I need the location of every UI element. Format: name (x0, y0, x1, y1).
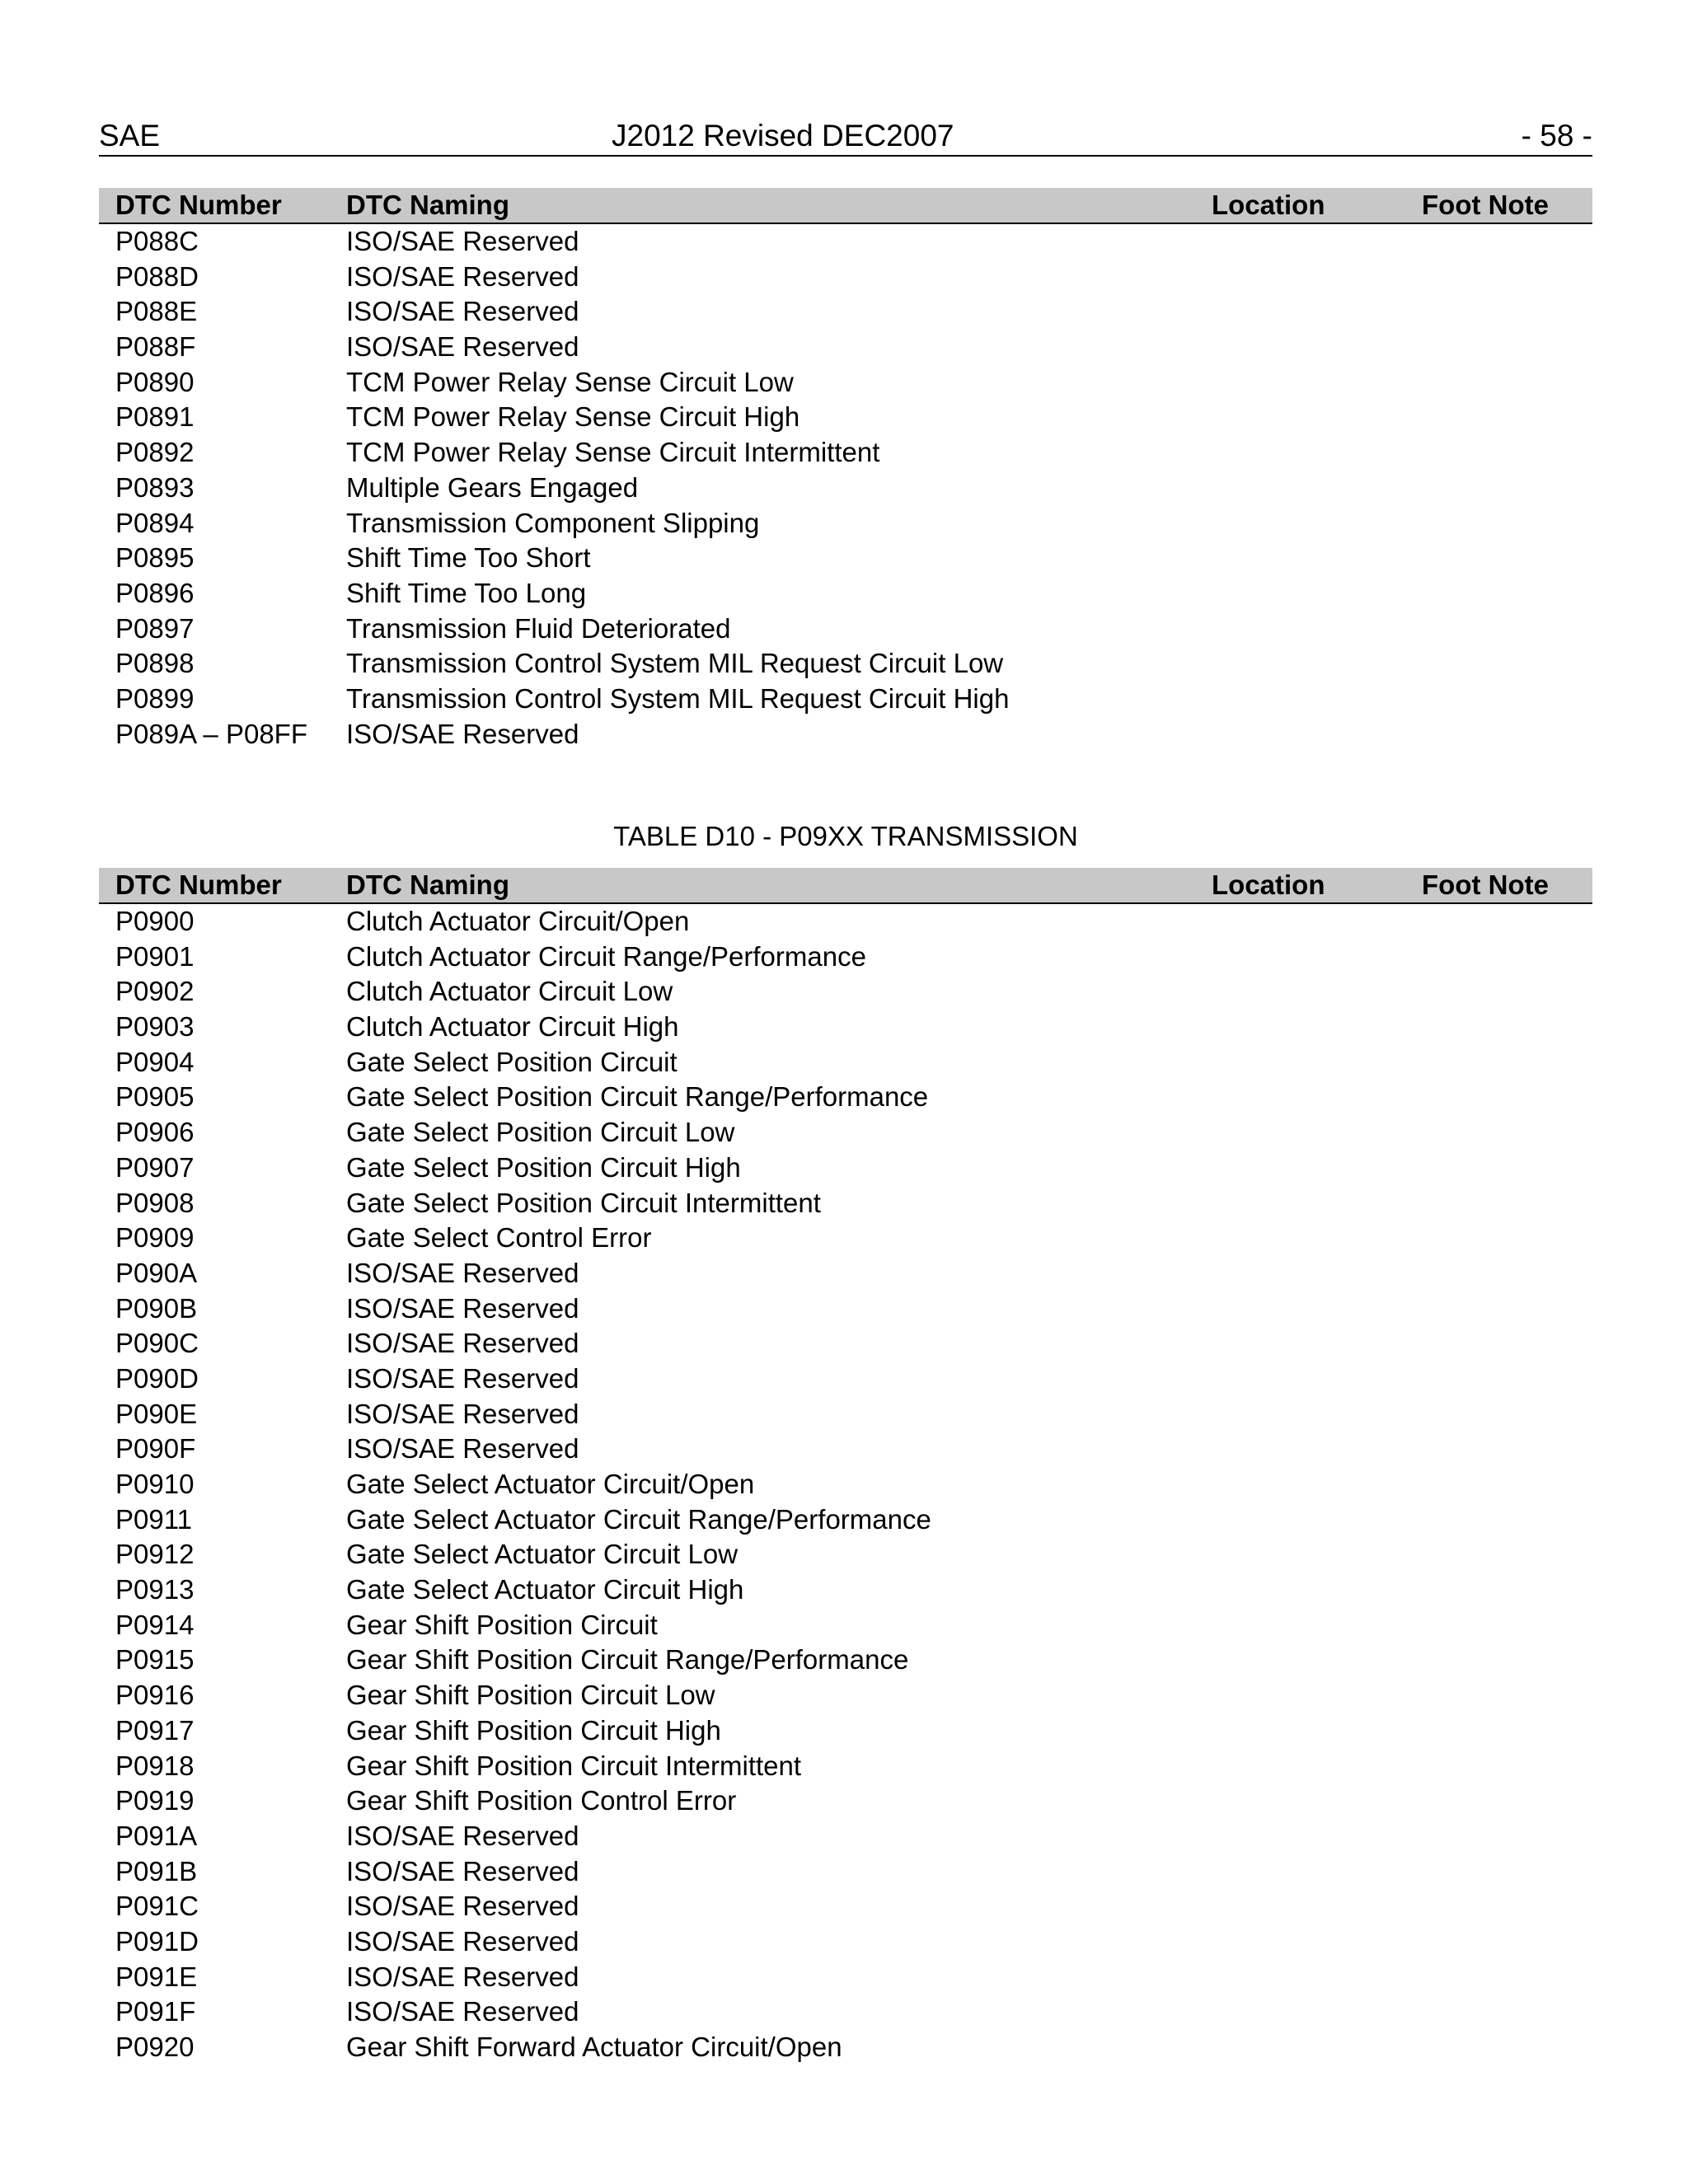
table-row (99, 1678, 1592, 1713)
dtc-number-cell: P0896 (115, 577, 195, 608)
column-header-foot-note: Foot Note (1422, 869, 1549, 900)
table-row (99, 294, 1592, 330)
column-header-location: Location (1212, 190, 1325, 220)
table-row (99, 1221, 1592, 1256)
dtc-number-cell: P0916 (115, 1680, 195, 1711)
dtc-number-cell: P0913 (115, 1574, 195, 1605)
table-row (99, 1819, 1592, 1854)
table-row (99, 1889, 1592, 1924)
table-row (99, 1467, 1592, 1502)
dtc-number-cell: P0902 (115, 976, 195, 1007)
dtc-naming-cell: Multiple Gears Engaged (346, 471, 639, 503)
dtc-number-cell: P0894 (115, 507, 195, 538)
table-header-row (99, 868, 1592, 904)
dtc-naming-cell: ISO/SAE Reserved (346, 1292, 579, 1324)
table-row (99, 1783, 1592, 1819)
dtc-naming-cell: Transmission Fluid Deteriorated (346, 612, 731, 644)
dtc-number-cell: P0914 (115, 1609, 195, 1640)
dtc-naming-cell: Transmission Control System MIL Request Circuit High (346, 682, 1010, 714)
dtc-naming-cell: Transmission Component Slipping (346, 507, 760, 538)
table-row (99, 1291, 1592, 1327)
dtc-number-cell: P091F (115, 1996, 196, 2027)
dtc-naming-cell: Gate Select Position Circuit High (346, 1151, 741, 1183)
dtc-naming-cell: Clutch Actuator Circuit/Open (346, 906, 690, 936)
column-header-dtc-number: DTC Number (115, 869, 282, 900)
dtc-table-p08xx (99, 188, 1592, 752)
table-row (99, 1713, 1592, 1749)
dtc-naming-cell: Gate Select Actuator Circuit Range/Performance (346, 1503, 931, 1535)
dtc-naming-cell: Gate Select Position Circuit Range/Performance (346, 1081, 929, 1113)
table-row (99, 1186, 1592, 1221)
table-row (99, 260, 1592, 295)
table-row (99, 435, 1592, 471)
dtc-naming-cell: Gear Shift Position Circuit Low (346, 1680, 715, 1711)
dtc-naming-cell: TCM Power Relay Sense Circuit High (346, 401, 800, 433)
dtc-number-cell: P090F (115, 1433, 196, 1465)
dtc-naming-cell: ISO/SAE Reserved (346, 718, 579, 749)
dtc-number-cell: P0908 (115, 1187, 195, 1218)
dtc-number-cell: P0910 (115, 1469, 195, 1499)
dtc-number-cell: P0890 (115, 366, 195, 397)
dtc-naming-cell: Shift Time Too Short (346, 542, 591, 574)
table-row (99, 1960, 1592, 1995)
dtc-naming-cell: Transmission Control System MIL Request Circuit Low (346, 648, 1004, 679)
dtc-naming-cell: Gate Select Actuator Circuit/Open (346, 1469, 755, 1499)
dtc-naming-cell: Clutch Actuator Circuit High (346, 1011, 679, 1043)
dtc-number-cell: P090B (115, 1292, 198, 1324)
table-row (99, 1361, 1592, 1397)
dtc-naming-cell: TCM Power Relay Sense Circuit Intermittent (346, 437, 880, 468)
table-row (99, 1572, 1592, 1608)
page-header (99, 117, 1592, 157)
dtc-number-cell: P0906 (115, 1117, 195, 1148)
dtc-number-cell: P091D (115, 1925, 199, 1957)
dtc-naming-cell: Gear Shift Position Circuit Range/Performance (346, 1644, 909, 1675)
dtc-number-cell: P0893 (115, 471, 195, 503)
dtc-number-cell: P088C (115, 226, 199, 256)
dtc-number-cell: P0907 (115, 1151, 195, 1183)
dtc-number-cell: P0911 (115, 1503, 192, 1535)
dtc-naming-cell: Gate Select Actuator Circuit Low (346, 1539, 738, 1570)
dtc-naming-cell: Gate Select Actuator Circuit High (346, 1574, 744, 1605)
table-row (99, 717, 1592, 752)
dtc-number-cell: P0900 (115, 906, 195, 936)
dtc-number-cell: P090D (115, 1362, 199, 1394)
table-row (99, 1045, 1592, 1080)
dtc-table-p09xx (99, 868, 1592, 2065)
dtc-naming-cell: ISO/SAE Reserved (346, 1362, 579, 1394)
table-row (99, 365, 1592, 401)
dtc-number-cell: P089A – P08FF (115, 718, 307, 749)
column-header-dtc-naming: DTC Naming (346, 190, 509, 220)
column-header-location: Location (1212, 869, 1325, 900)
table-row (99, 1256, 1592, 1291)
table-row (99, 1502, 1592, 1538)
dtc-number-cell: P0899 (115, 682, 195, 714)
table-row (99, 2030, 1592, 2065)
dtc-number-cell: P0901 (115, 940, 195, 972)
dtc-naming-cell: ISO/SAE Reserved (346, 1961, 579, 1992)
dtc-naming-cell: ISO/SAE Reserved (346, 331, 579, 363)
dtc-naming-cell: ISO/SAE Reserved (346, 1328, 579, 1359)
dtc-number-cell: P088E (115, 296, 198, 327)
dtc-number-cell: P091B (115, 1855, 198, 1886)
dtc-number-cell: P0920 (115, 2032, 195, 2062)
dtc-number-cell: P0898 (115, 648, 195, 679)
table-row (99, 1643, 1592, 1678)
dtc-naming-cell: Gear Shift Forward Actuator Circuit/Open (346, 2032, 842, 2062)
dtc-number-cell: P0903 (115, 1011, 195, 1043)
dtc-naming-cell: ISO/SAE Reserved (346, 1398, 579, 1429)
dtc-naming-cell: Gear Shift Position Circuit High (346, 1714, 721, 1746)
dtc-number-cell: P0915 (115, 1644, 195, 1675)
dtc-naming-cell: ISO/SAE Reserved (346, 1820, 579, 1851)
dtc-number-cell: P0891 (115, 401, 195, 433)
table-row (99, 541, 1592, 576)
dtc-naming-cell: ISO/SAE Reserved (346, 1891, 579, 1922)
dtc-naming-cell: Gear Shift Position Circuit (346, 1609, 658, 1640)
table-row (99, 1397, 1592, 1432)
dtc-number-cell: P091C (115, 1891, 199, 1922)
table-row (99, 612, 1592, 647)
table-body (99, 904, 1592, 2065)
column-header-dtc-naming: DTC Naming (346, 869, 509, 900)
table-row (99, 1994, 1592, 2030)
dtc-number-cell: P091A (115, 1820, 198, 1851)
dtc-number-cell: P0905 (115, 1081, 195, 1113)
dtc-number-cell: P088D (115, 260, 199, 292)
dtc-naming-cell: ISO/SAE Reserved (346, 1257, 579, 1288)
table-header-row (99, 188, 1592, 224)
dtc-number-cell: P090C (115, 1328, 199, 1359)
table-row (99, 904, 1592, 940)
table-row (99, 1537, 1592, 1572)
dtc-naming-cell: ISO/SAE Reserved (346, 1855, 579, 1886)
dtc-number-cell: P088F (115, 331, 196, 363)
dtc-naming-cell: Gate Select Position Circuit (346, 1046, 678, 1077)
dtc-number-cell: P0892 (115, 437, 195, 468)
table-row (99, 1080, 1592, 1115)
dtc-naming-cell: ISO/SAE Reserved (346, 296, 579, 327)
dtc-number-cell: P090A (115, 1257, 198, 1288)
dtc-naming-cell: ISO/SAE Reserved (346, 1996, 579, 2027)
dtc-number-cell: P0909 (115, 1222, 195, 1254)
table-row (99, 506, 1592, 541)
dtc-naming-cell: Clutch Actuator Circuit Range/Performance (346, 940, 866, 972)
table-row (99, 646, 1592, 682)
table-row (99, 1749, 1592, 1784)
dtc-naming-cell: Gear Shift Position Control Error (346, 1785, 737, 1816)
table-row (99, 224, 1592, 260)
table-row (99, 1854, 1592, 1890)
dtc-naming-cell: ISO/SAE Reserved (346, 260, 579, 292)
dtc-naming-cell: Gate Select Control Error (346, 1222, 652, 1254)
table-row (99, 1924, 1592, 1960)
table-row (99, 1432, 1592, 1467)
table-row (99, 330, 1592, 365)
table-row (99, 400, 1592, 435)
dtc-naming-cell: Clutch Actuator Circuit Low (346, 976, 673, 1007)
table-row (99, 1010, 1592, 1045)
dtc-number-cell: P090E (115, 1398, 198, 1429)
table-row (99, 1608, 1592, 1643)
table-row (99, 940, 1592, 975)
table-row (99, 974, 1592, 1010)
header-page-number: - 58 - (1521, 119, 1592, 152)
dtc-naming-cell: Gear Shift Position Circuit Intermittent (346, 1750, 802, 1781)
dtc-naming-cell: Gate Select Position Circuit Intermittent (346, 1187, 821, 1218)
table-row (99, 682, 1592, 717)
dtc-number-cell: P0917 (115, 1714, 195, 1746)
dtc-naming-cell: ISO/SAE Reserved (346, 1433, 579, 1465)
table-row (99, 471, 1592, 506)
dtc-naming-cell: ISO/SAE Reserved (346, 1925, 579, 1957)
dtc-number-cell: P0912 (115, 1539, 195, 1570)
dtc-naming-cell: Gate Select Position Circuit Low (346, 1117, 735, 1148)
dtc-naming-cell: TCM Power Relay Sense Circuit Low (346, 366, 794, 397)
dtc-number-cell: P0904 (115, 1046, 195, 1077)
dtc-naming-cell: Shift Time Too Long (346, 577, 587, 608)
dtc-number-cell: P091E (115, 1961, 198, 1992)
header-document-title: J2012 Revised DEC2007 (612, 119, 954, 152)
table-caption: TABLE D10 - P09XX TRANSMISSION (613, 821, 1078, 851)
dtc-naming-cell: ISO/SAE Reserved (346, 226, 579, 256)
header-org: SAE (99, 119, 161, 152)
table-row (99, 1115, 1592, 1151)
column-header-foot-note: Foot Note (1422, 190, 1549, 220)
dtc-number-cell: P0897 (115, 612, 195, 644)
dtc-number-cell: P0918 (115, 1750, 195, 1781)
dtc-number-cell: P0919 (115, 1785, 195, 1816)
table-row (99, 576, 1592, 612)
table-row (99, 1326, 1592, 1361)
table-row (99, 1151, 1592, 1186)
column-header-dtc-number: DTC Number (115, 190, 282, 220)
table-body (99, 224, 1592, 752)
dtc-number-cell: P0895 (115, 542, 195, 574)
